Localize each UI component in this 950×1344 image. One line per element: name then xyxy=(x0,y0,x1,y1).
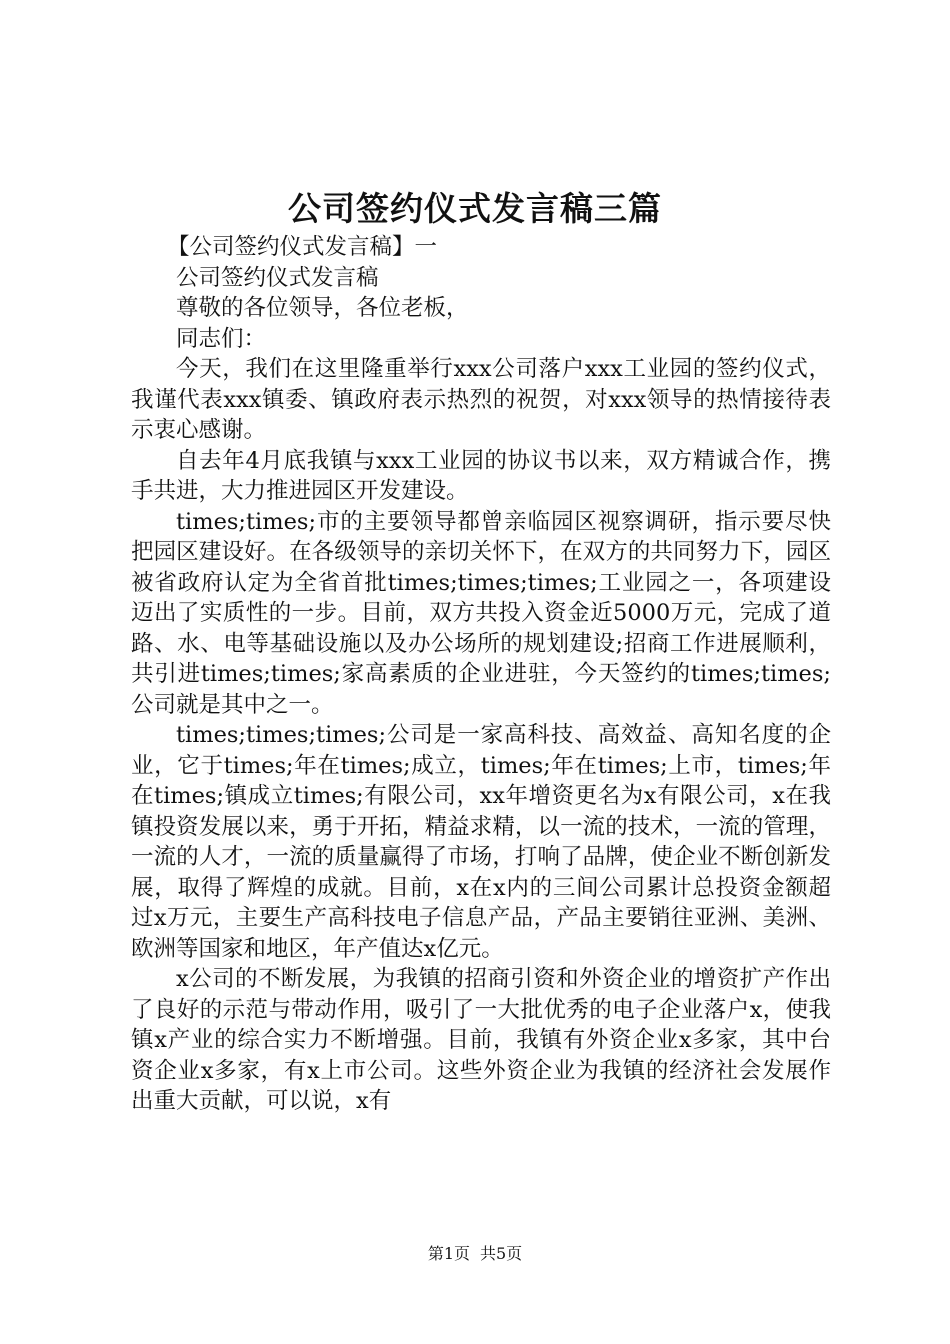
body-paragraph: 自去年4月底我镇与xxx工业园的协议书以来，双方精诚合作，携手共进，大力推进园区开发建设。 xyxy=(131,447,831,504)
document-body xyxy=(131,232,831,1117)
salutation-line: 尊敬的各位领导，各位老板， xyxy=(176,295,469,321)
page-total: 共5页 xyxy=(480,1244,523,1263)
body-paragraph: times;times;市的主要领导都曾亲临园区视察调研，指示要尽快把园区建设好。在各级领导的亲切关怀下，在双方的共同努力下，园区被省政府认定为全省首批times;times;times;工业园之一，各项建设迈出了实质性的一步。目前，双方共投入资金近5000万元，完成了道路、水、电等基础设施以及办公场所的规划建设;招商工作进展顺利，共引进times;times;家高素质的企业进驻，今天签约的times;times;公司就是其中之一。 xyxy=(131,508,831,718)
speech-title: 公司签约仪式发言稿 xyxy=(176,264,379,291)
page-number: 第1页 xyxy=(427,1244,470,1263)
section-heading: 【公司签约仪式发言稿】一 xyxy=(167,234,438,260)
body-paragraph: 今天，我们在这里隆重举行xxx公司落户xxx工业园的签约仪式，我谨代表xxx镇委、镇政府表示热烈的祝贺，对xxx领导的热情接待表示衷心感谢。 xyxy=(131,356,831,443)
body-paragraph: x公司的不断发展，为我镇的招商引资和外资企业的增资扩产作出了良好的示范与带动作用，吸引了一大批优秀的电子企业落户x，使我镇x产业的综合实力不断增强。目前，我镇有外资企业x多家，其中台资企业x多家，有x上市公司。这些外资企业为我镇的经济社会发展作出重大贡献，可以说，x有 xyxy=(131,966,831,1114)
salutation-line: 同志们： xyxy=(176,325,267,352)
document-title: 公司签约仪式发言稿三篇 xyxy=(288,189,662,228)
page-footer xyxy=(0,1243,950,1265)
body-paragraph: times;times;times;公司是一家高科技、高效益、高知名度的企业，它于times;年在times;成立，times;年在times;上市，times;年在times;镇成立times;有限公司，xx年增资更名为x有限公司，x在我镇投资发展以来，勇于开拓，精益求精，以一流的技术，一流的管理，一流的人才，一流的质量赢得了市场，打响了品牌，使企业不断创新发展，取得了辉煌的成就。目前，x在x内的三间公司累计总投资金额超过x万元，主要生产高科技电子信息产品，产品主要销往亚洲、美洲、欧洲等国家和地区，年产值达x亿元。 xyxy=(131,722,831,962)
